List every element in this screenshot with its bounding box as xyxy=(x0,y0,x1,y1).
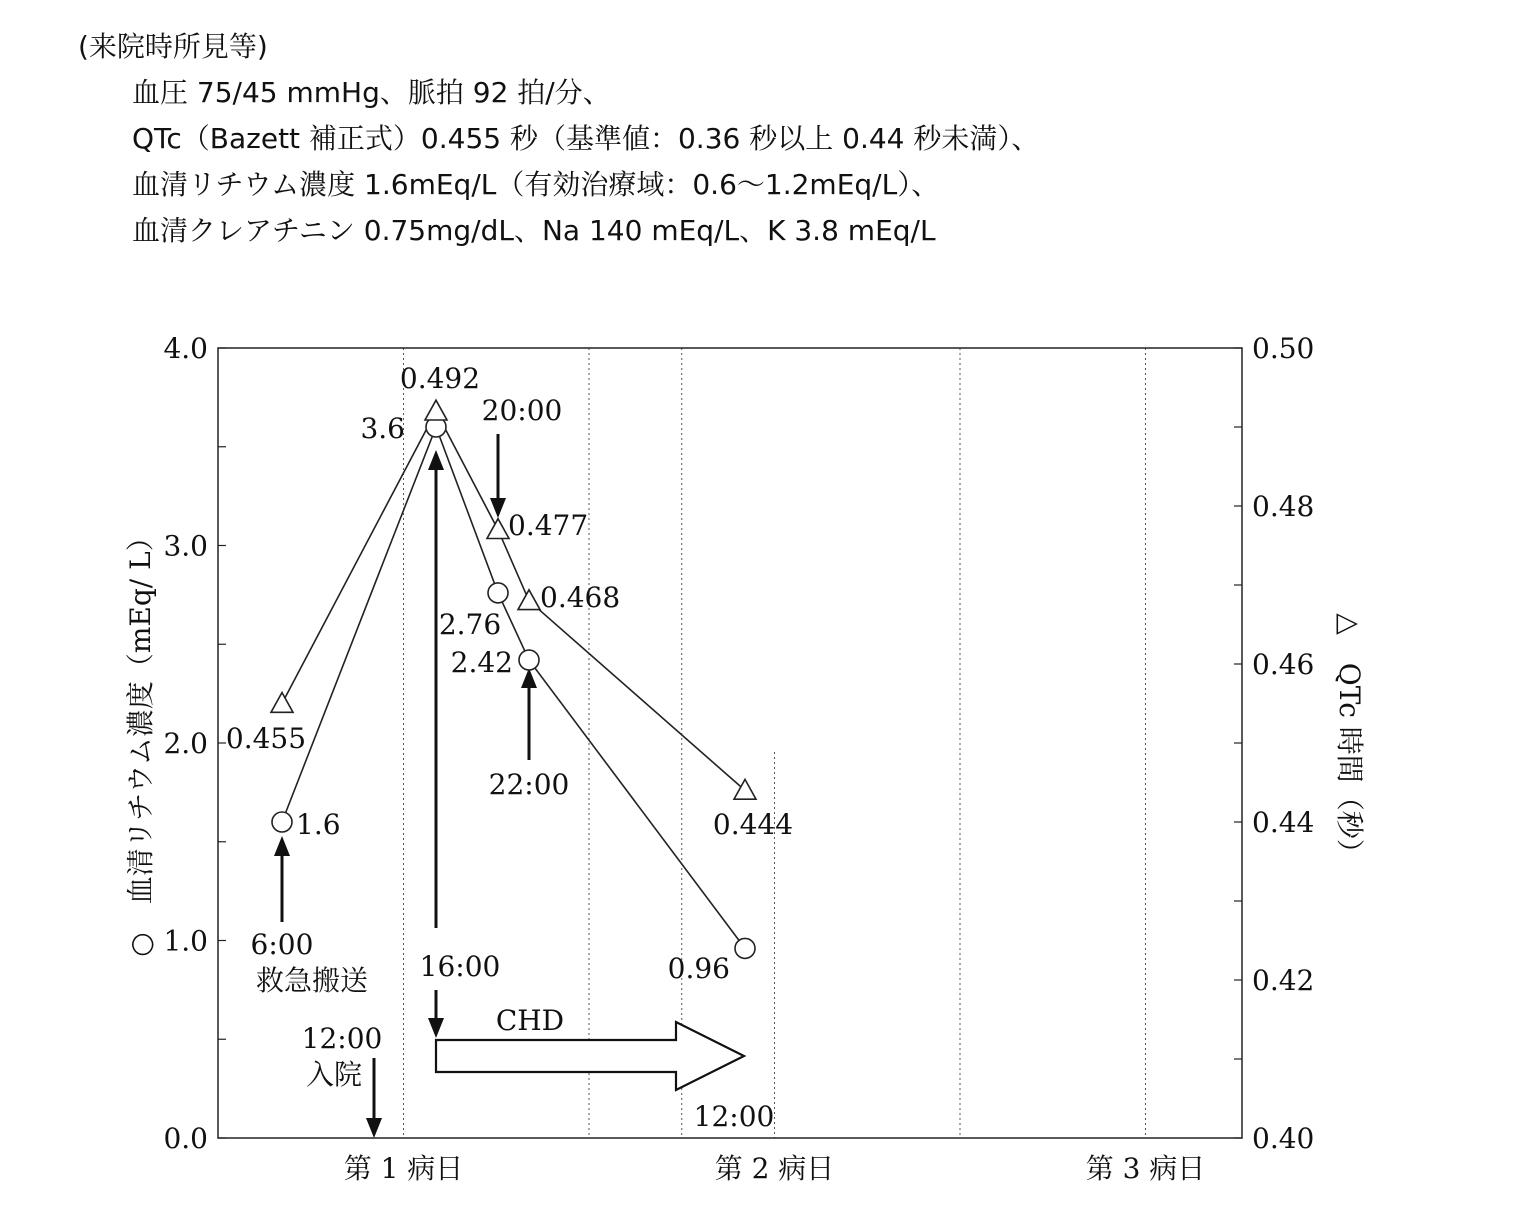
right-tick-label: 0.40 xyxy=(1252,1122,1315,1155)
time-2200-label: 22:00 xyxy=(488,768,570,801)
peak-time-label: 16:00 xyxy=(419,950,501,983)
time-2200-arrow-head xyxy=(521,668,537,688)
arrival-arrow-head xyxy=(274,836,290,856)
qtc-data-label: 0.477 xyxy=(508,509,589,542)
qtc-data-label: 0.444 xyxy=(712,808,794,841)
chd-start-arrow-head xyxy=(428,1018,444,1038)
left-tick-label: 3.0 xyxy=(163,529,208,563)
right-tick-label: 0.44 xyxy=(1252,806,1315,839)
findings-line-qtc: QTc（Bazett 補正式）0.455 秒（基準値：0.36 秒以上 0.44 秒未満）、 xyxy=(132,122,1040,155)
lithium-point xyxy=(272,812,292,832)
findings-heading: (来院時所見等) xyxy=(78,30,268,63)
lithium-point xyxy=(488,583,508,603)
qtc-data-label: 0.492 xyxy=(399,362,481,395)
series-layer xyxy=(271,400,756,958)
x-category-label: 第 2 病日 xyxy=(714,1152,835,1185)
findings-line-lithium: 血清リチウム濃度 1.6mEq/L（有効治療域：0.6〜1.2mEq/L）、 xyxy=(132,168,940,201)
right-tick-label: 0.48 xyxy=(1252,490,1315,523)
arrival-label: 救急搬送 xyxy=(255,964,369,997)
left-tick-label: 2.0 xyxy=(163,727,208,760)
right-axis-label: △ QTc 時間（秒） xyxy=(1333,613,1366,867)
right-tick-label: 0.50 xyxy=(1252,332,1315,365)
findings-line-labs: 血清クレアチニン 0.75mg/dL、Na 140 mEq/L、K 3.8 mEq/L xyxy=(132,214,936,247)
left-tick-label: 4.0 xyxy=(163,332,208,365)
x-category-label: 第 1 病日 xyxy=(343,1152,464,1185)
lithium-point xyxy=(735,938,755,958)
qtc-data-label: 0.455 xyxy=(225,722,307,755)
left-axis-label: ○ 血清リチウム濃度（mEq/ L） xyxy=(124,523,157,957)
qtc-point xyxy=(425,400,447,420)
x-category-label: 第 3 病日 xyxy=(1085,1152,1206,1185)
chd-end-time-label: 12:00 xyxy=(693,1100,775,1133)
qtc-point xyxy=(734,779,756,799)
lithium-data-label: 1.6 xyxy=(296,808,341,841)
admission-time-label: 12:00 xyxy=(301,1022,383,1055)
chd-label: CHD xyxy=(495,1004,565,1037)
arrival-time-label: 6:00 xyxy=(250,928,314,961)
peak-arrow-up-head xyxy=(428,450,444,470)
right-tick-label: 0.42 xyxy=(1252,964,1315,997)
qtc-point xyxy=(518,590,540,610)
lithium-data-label: 0.96 xyxy=(667,952,730,985)
chd-arrow xyxy=(436,1022,744,1090)
qtc-point xyxy=(271,693,293,713)
qtc-point xyxy=(487,519,509,539)
lithium-data-label: 2.76 xyxy=(438,608,502,641)
left-tick-label: 0.0 xyxy=(163,1122,208,1155)
time-2000-arrow-head xyxy=(490,498,506,518)
admission-arrow-head xyxy=(366,1118,382,1138)
findings-line-vitals: 血圧 75/45 mmHg、脈拍 92 拍/分、 xyxy=(132,76,611,109)
lithium-point xyxy=(519,650,539,670)
lithium-data-label: 3.6 xyxy=(360,412,405,445)
right-tick-label: 0.46 xyxy=(1252,648,1315,681)
series-line-lithium xyxy=(282,427,745,948)
lithium-data-label: 2.42 xyxy=(450,646,513,679)
series-line-qtc xyxy=(282,411,745,790)
plot-frame xyxy=(218,348,1242,1138)
admission-label: 入院 xyxy=(305,1058,363,1091)
left-tick-label: 1.0 xyxy=(163,924,208,958)
time-2000-label: 20:00 xyxy=(481,394,563,427)
qtc-data-label: 0.468 xyxy=(540,581,621,614)
